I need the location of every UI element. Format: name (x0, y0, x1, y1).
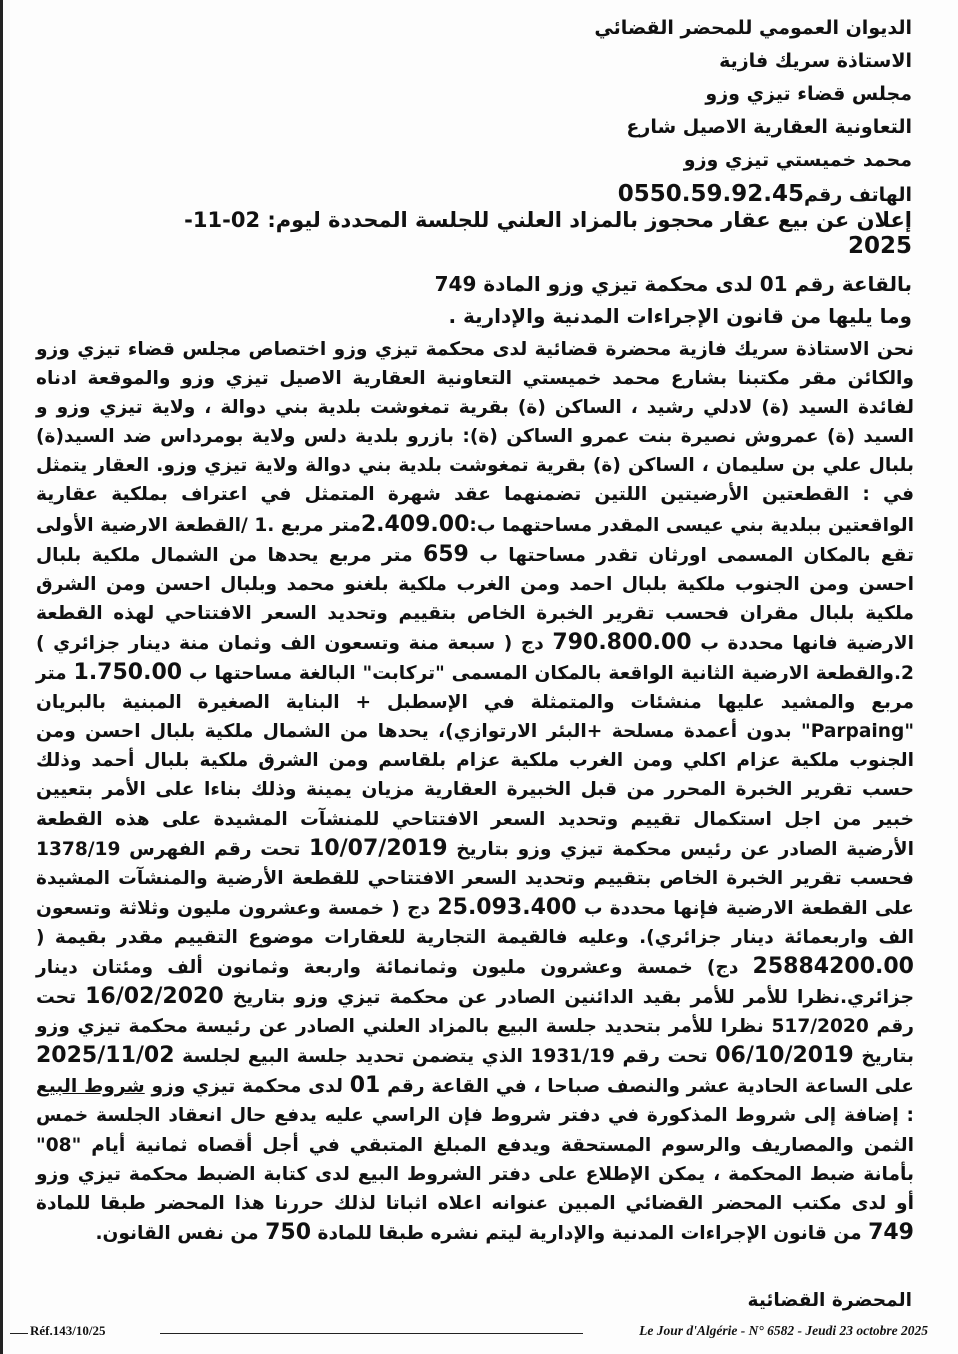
body-text: متر مربع والمشيد عليها منشئات والمتمثلة في الإسطبل + البناية الصغيرة المبنية بالبريان "Parpaing" بدون أعمدة مسلحة +البئر الارتوازي)، يحدها من الشمال ملكية بلبال احسن ومن الجنوب ملكية عزام اكلي ومن الغرب ملكية عزام بلقاسم ومن الشرق ملكية بلبال أحمد وذلك حسب تقرير الخبرة المحرر من قبل الخبيرة العقارية مزيان يمينة وذلك بناءا على الأمر بتعيين خبير من اجل استكمال تقييم وتحديد السعر الافتتاحي للمنشآت المشيدة على هذه القطعة الأرضية الصادر عن رئيس محكمة تيزي وزو بتاريخ (36, 663, 914, 860)
page-footer (30, 1323, 928, 1345)
body-text: دج ( خمسة وعشرون مليون وثلاثة وتسعون الف واربعمائة دينار جزائري). وعليه فالقيمة التجارية للعقارات موضوع التقييم مقدر بقيمة ( (36, 897, 914, 948)
expertise-order-date: 10/07/2019 (309, 835, 448, 861)
body-text: من نفس القانون. (95, 1222, 259, 1244)
creditors-order-date: 16/02/2020 (85, 984, 224, 1010)
sale-conditions-heading: شروط البيع (36, 1076, 145, 1098)
body-text: نحن الاستاذة سريك فازية محضرة قضائية لدى محكمة تيزي وزو اختصاص مجلس قضاء تيزي وزو والكائن مقر مكتبنا بشارع محمد خميستي التعاونية العقارية الاصيل تيزي وزو والموقعة ادناه لفائدة السيد (ة) لادلي رشيد ، الساكن (ة) بقرية تمغوشت بلدية بني دوالة ، ولاية تيزي وزو و السيد (ة) عمروش نصيرة بنت عمرو الساكن (ة): بازرو بلدية دلس ولاية بومرداس ضد السيد(ة) بلبال علي بن سليمان ، الساكن (ة) بقرية تمغوشت بلدية بني دوالة ولاية تيزي وزو. العقار يتمثل في : القطعتين الأرضيتين اللتين تضمنهما عقد شهرة المتمثل في اعتراف بملكية عقارية الواقعتين ببلدية بني عيسى المقدر مساحتهما ب: (36, 339, 914, 536)
address-line-1: التعاونية العقارية الاصيل شارع (626, 116, 912, 138)
plot1-price: 790.800.00 (552, 629, 692, 655)
session-line-1: بالقاعة رقم 01 لدى محكمة تيزي وزو المادة 749 (434, 272, 912, 296)
body-text: دج ( سبعة منة وتسعون الف وثمان منة دينار جزائري ) 2.والقطعة الارضية الثانية الواقعة بالمكان المسمى "تركابت" البالغة مساحتها ب (36, 632, 914, 685)
office-name: الديوان العمومي للمحضر القضائي (594, 17, 912, 39)
plot2-price: 25.093.400 (437, 894, 577, 920)
address-line-2: محمد خميستي تيزي وزو (683, 149, 912, 171)
body-text: : إضافة إلى شروط المذكورة في دفتر شروط فإن الراسي عليه يدفع حال انعقاد الجلسة خمس الثمن والمصاريف والرسوم المستحقة ويدفع المبلغ المتبقي في أجل أقصاه ثمانية أيام "08" بأمانة ضبط المحكمة ، يمكن الإطلاع على دفتر الشروط البيع لدى كتابة الضبط محكمة تيزي وزو أو لدى مكتب المحضر القضائي المبين عنوانه اعلاه اثباتا لذلك حررنا هذا المحضر طبقا للمادة (36, 1105, 914, 1214)
body-text: متر مربع .1 /القطعة الارضية الأولى تقع بالمكان المسمى اورثان تقدر مساحتها ب (36, 514, 914, 566)
newspaper-issue: Le Jour d'Algérie - N° 6582 - Jeudi 23 octobre 2025 (635, 1323, 928, 1339)
notice-title-year: 2025 (847, 233, 912, 259)
notice-body (36, 335, 914, 1248)
plot1-area: 659 (422, 541, 469, 567)
footer-rule-lead (10, 1333, 28, 1334)
total-area: 2.409.00 (360, 511, 470, 537)
signature: المحضرة القضائية (747, 1290, 912, 1311)
article-number: 749 (868, 1219, 914, 1245)
commercial-value: 25884200.00 (752, 953, 914, 979)
body-text: تحت رقم الفهرس 1378/19 فحسب تقرير الخبرة الخاص بتقييم وتحديد السعر الافتتاحي للقطعة الأرضية والمنشآت المشيدة على القطعة الارضية فإنها محددة ب (36, 838, 914, 919)
phone-label: الهاتف رقم (804, 184, 912, 206)
body-paragraph (36, 335, 914, 1248)
body-text: على الساعة الحادية عشر والنصف صباحا ، في القاعة رقم (387, 1076, 914, 1098)
sale-order-date: 06/10/2019 (715, 1043, 854, 1069)
notice-title: إعلان عن بيع عقار محجوز بالمزاد العلني للجلسة المحددة ليوم: 02-11- (184, 208, 912, 232)
plot2-area: 1.750.00 (73, 660, 183, 686)
bailiff-header (312, 12, 912, 212)
scan-edge-border (0, 0, 3, 1354)
session-info (152, 268, 912, 332)
session-line-2: وما يليها من قانون الإجراءات المدنية والإدارية . (448, 304, 912, 328)
sale-session-date: 2025/11/02 (36, 1043, 175, 1069)
body-text: تحت رقم 517/2020 نظرا للأمر بتحديد جلسة البيع بالمزاد العلني الصادر عن رئيسة محكمة تيزي وزو بتاريخ (36, 987, 914, 1068)
body-text: متر مربع يحدها من الشمال ملكية بلبال احسن ومن الجنوب ملكية بلبال احمد ومن الغرب ملكية بلغنو محمد وبلبال احسن ومن الشرق ملكية بلبال مقران فحسب تقرير الخبرة الخاص بتقييم وتحديد السعر الافتتاحي لهذه القطعة الارضية فانها محددة ب (36, 544, 914, 654)
body-text: دج) خمسة وعشرون مليون وثمانمائة واربعة وثمانون ألف ومئتان دينار جزائري.نظرا للأمر للأمر بقيد الدائنين الصادر عن محكمة تيزي وزو بتاريخ (36, 956, 914, 1009)
body-text: تحت رقم 1931/19 الذي يتضمن تحديد جلسة البيع لجلسة (182, 1046, 708, 1068)
reference-number: Réf.143/10/25 (30, 1323, 109, 1339)
court-name: مجلس قضاء تيزي وزو (705, 83, 912, 105)
phone-number: 0550.59.92.45 (617, 181, 805, 207)
bailiff-name: الاستاذة سريك فازية (719, 50, 912, 72)
article-number: 750 (265, 1219, 312, 1245)
body-text: من قانون الإجراءات المدنية والإدارية ليتم نشره طبقا للمادة (317, 1222, 862, 1244)
footer-rule (160, 1333, 583, 1334)
hall-number: 01 (349, 1073, 381, 1099)
body-text: لدى محكمة تيزي وزو (151, 1076, 343, 1098)
